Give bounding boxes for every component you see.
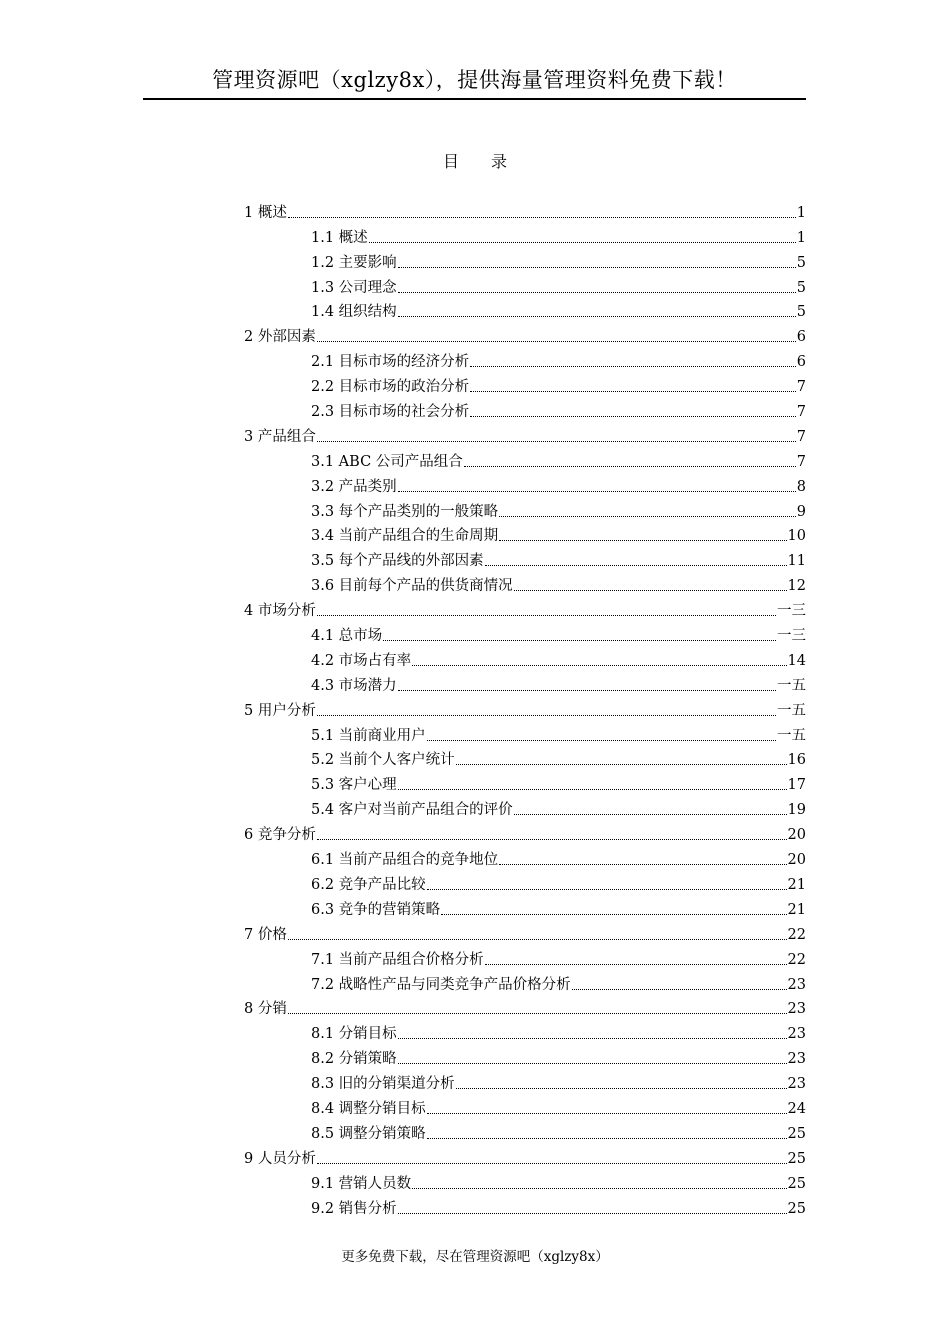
toc-entry-label: 8.4 调整分销目标 [311, 1100, 426, 1117]
dot-leader [485, 964, 787, 965]
toc-section-entry[interactable] [244, 847, 806, 872]
dot-leader [398, 267, 796, 268]
dot-leader [317, 715, 776, 716]
toc-entry-page-number: 一五 [777, 677, 806, 694]
toc-entry-page-number: 22 [787, 951, 806, 968]
dot-leader [398, 491, 796, 492]
toc-entry-page-number: 6 [796, 329, 806, 346]
toc-section-entry[interactable] [244, 474, 806, 499]
toc-entry-label: 5.1 当前商业用户 [311, 727, 426, 744]
toc-section-entry[interactable] [244, 399, 806, 424]
toc-entry-page-number: 14 [787, 652, 806, 669]
toc-section-entry[interactable] [244, 225, 806, 250]
toc-entry-page-number: 一三 [777, 628, 806, 645]
toc-entry-label: 3.5 每个产品线的外部因素 [311, 553, 484, 570]
dot-leader [464, 466, 796, 467]
toc-entry-label: 5 用户分析 [244, 702, 316, 719]
toc-entry-label: 1 概述 [244, 204, 287, 221]
toc-section-entry[interactable] [244, 275, 806, 300]
toc-entry-page-number: 23 [787, 1076, 806, 1093]
toc-entry-page-number: 22 [787, 926, 806, 943]
toc-entry-page-number: 16 [787, 752, 806, 769]
toc-entry-label: 8 分销 [244, 1001, 287, 1018]
toc-entry-label: 3.3 每个产品类别的一般策略 [311, 503, 499, 520]
toc-entry-page-number: 25 [787, 1175, 806, 1192]
toc-entry-label: 9 人员分析 [244, 1150, 316, 1167]
dot-leader [398, 292, 796, 293]
toc-entry-label: 1.2 主要影响 [311, 254, 397, 271]
toc-section-entry[interactable] [244, 1021, 806, 1046]
toc-entry-page-number: 12 [787, 578, 806, 595]
toc-section-entry[interactable] [244, 1046, 806, 1071]
dot-leader [456, 1088, 787, 1089]
toc-chapter-entry[interactable] [244, 324, 806, 349]
toc-entry-label: 7.1 当前产品组合价格分析 [311, 951, 484, 968]
dot-leader [470, 416, 796, 417]
dot-leader [514, 590, 787, 591]
toc-section-entry[interactable] [244, 797, 806, 822]
toc-entry-page-number: 23 [787, 976, 806, 993]
toc-entry-page-number: 23 [787, 1026, 806, 1043]
toc-entry-label: 4 市场分析 [244, 603, 316, 620]
toc-entry-label: 3 产品组合 [244, 428, 316, 445]
dot-leader [398, 789, 787, 790]
toc-entry-label: 3.2 产品类别 [311, 478, 397, 495]
dot-leader [427, 1138, 787, 1139]
toc-entry-page-number: 25 [787, 1200, 806, 1217]
dot-leader [398, 1213, 787, 1214]
toc-section-entry[interactable] [244, 250, 806, 275]
toc-section-entry[interactable] [244, 374, 806, 399]
toc-entry-label: 8.1 分销目标 [311, 1026, 397, 1043]
dot-leader [441, 914, 786, 915]
toc-entry-label: 4.1 总市场 [311, 628, 383, 645]
toc-entry-label: 5.2 当前个人客户统计 [311, 752, 455, 769]
dot-leader [470, 391, 796, 392]
dot-leader [514, 814, 787, 815]
toc-entry-page-number: 23 [787, 1001, 806, 1018]
toc-entry-page-number: 25 [787, 1150, 806, 1167]
toc-entry-label: 8.3 旧的分销渠道分析 [311, 1076, 455, 1093]
toc-entry-label: 6.2 竞争产品比较 [311, 876, 426, 893]
toc-chapter-entry[interactable] [244, 1146, 806, 1171]
toc-entry-page-number: 9 [796, 503, 806, 520]
dot-leader [485, 565, 787, 566]
toc-section-entry[interactable] [244, 623, 806, 648]
dot-leader [383, 640, 776, 641]
toc-entry-page-number: 1 [796, 229, 806, 246]
toc-chapter-entry[interactable] [244, 598, 806, 623]
toc-entry-label: 6.3 竞争的营销策略 [311, 901, 441, 918]
toc-section-entry[interactable] [244, 748, 806, 773]
toc-entry-label: 9.1 营销人员数 [311, 1175, 412, 1192]
toc-section-entry[interactable] [244, 872, 806, 897]
toc-entry-label: 3.4 当前产品组合的生命周期 [311, 528, 499, 545]
toc-entry-page-number: 一五 [777, 727, 806, 744]
toc-entry-label: 2.1 目标市场的经济分析 [311, 354, 470, 371]
toc-entry-label: 2.3 目标市场的社会分析 [311, 404, 470, 421]
toc-entry-page-number: 21 [787, 901, 806, 918]
toc-chapter-entry[interactable] [244, 997, 806, 1022]
toc-entry-page-number: 10 [787, 528, 806, 545]
dot-leader [317, 615, 776, 616]
toc-section-entry[interactable] [244, 723, 806, 748]
toc-entry-label: 2 外部因素 [244, 329, 316, 346]
toc-entry-page-number: 11 [787, 553, 806, 570]
dot-leader [317, 839, 787, 840]
toc-entry-label: 3.1 ABC 公司产品组合 [311, 453, 463, 470]
toc-section-entry[interactable] [244, 499, 806, 524]
toc-entry-page-number: 一三 [777, 603, 806, 620]
toc-entry-label: 8.5 调整分销策略 [311, 1125, 426, 1142]
toc-section-entry[interactable] [244, 1096, 806, 1121]
toc-entry-page-number: 24 [787, 1100, 806, 1117]
toc-section-entry[interactable] [244, 673, 806, 698]
page-header [143, 62, 806, 100]
toc-section-entry[interactable] [244, 1071, 806, 1096]
toc-entry-label: 1.3 公司理念 [311, 279, 397, 296]
dot-leader [499, 864, 786, 865]
dot-leader [288, 217, 796, 218]
dot-leader [317, 441, 796, 442]
toc-section-entry[interactable] [244, 1171, 806, 1196]
toc-entry-page-number: 25 [787, 1125, 806, 1142]
toc-entry-page-number: 5 [796, 304, 806, 321]
dot-leader [427, 740, 776, 741]
toc-chapter-entry[interactable] [244, 822, 806, 847]
toc-entry-label: 6 竞争分析 [244, 827, 316, 844]
toc-entry-page-number: 17 [787, 777, 806, 794]
dot-leader [412, 665, 786, 666]
toc-section-entry[interactable] [244, 648, 806, 673]
toc-entry-page-number: 7 [796, 404, 806, 421]
toc-entry-label: 4.2 市场占有率 [311, 652, 412, 669]
dot-leader [398, 1038, 787, 1039]
toc-entry-label: 5.3 客户心理 [311, 777, 397, 794]
toc-section-entry[interactable] [244, 300, 806, 325]
toc-entry-page-number: 20 [787, 827, 806, 844]
toc-entry-label: 3.6 目前每个产品的供货商情况 [311, 578, 513, 595]
dot-leader [317, 341, 796, 342]
dot-leader [317, 1163, 787, 1164]
toc-entry-page-number: 1 [796, 204, 806, 221]
toc-entry-label: 4.3 市场潜力 [311, 677, 397, 694]
toc-section-entry[interactable] [244, 947, 806, 972]
toc-entry-label: 7 价格 [244, 926, 287, 943]
page-footer [0, 1247, 950, 1267]
dot-leader [499, 516, 796, 517]
toc-section-entry[interactable] [244, 897, 806, 922]
toc-chapter-entry[interactable] [244, 922, 806, 947]
toc-entry-label: 2.2 目标市场的政治分析 [311, 379, 470, 396]
toc-section-entry[interactable] [244, 972, 806, 997]
toc-entry-label: 9.2 销售分析 [311, 1200, 397, 1217]
toc-entry-label: 6.1 当前产品组合的竞争地位 [311, 852, 499, 869]
toc-chapter-entry[interactable] [244, 698, 806, 723]
toc-entry-label: 1.1 概述 [311, 229, 368, 246]
toc-entry-page-number: 23 [787, 1051, 806, 1068]
toc-entry-page-number: 7 [796, 379, 806, 396]
dot-leader [398, 316, 796, 317]
toc-entry-page-number: 7 [796, 428, 806, 445]
toc-section-entry[interactable] [244, 524, 806, 549]
dot-leader [572, 989, 787, 990]
toc-entry-page-number: 5 [796, 279, 806, 296]
dot-leader [412, 1188, 786, 1189]
toc-entry-label: 1.4 组织结构 [311, 304, 397, 321]
table-of-contents [244, 200, 806, 1221]
toc-entry-page-number: 6 [796, 354, 806, 371]
toc-chapter-entry[interactable] [244, 424, 806, 449]
toc-entry-page-number: 5 [796, 254, 806, 271]
dot-leader [470, 366, 796, 367]
toc-entry-page-number: 7 [796, 453, 806, 470]
toc-entry-label: 8.2 分销策略 [311, 1051, 397, 1068]
toc-entry-page-number: 21 [787, 876, 806, 893]
dot-leader [398, 1063, 787, 1064]
toc-section-entry[interactable] [244, 349, 806, 374]
dot-leader [288, 939, 787, 940]
toc-section-entry[interactable] [244, 1121, 806, 1146]
toc-section-entry[interactable] [244, 449, 806, 474]
dot-leader [427, 1113, 787, 1114]
toc-entry-label: 7.2 战略性产品与同类竞争产品价格分析 [311, 976, 571, 993]
dot-leader [499, 540, 786, 541]
dot-leader [427, 889, 787, 890]
toc-entry-page-number: 20 [787, 852, 806, 869]
footer-text: 更多免费下载，尽在管理资源吧（xglzy8x） [341, 1249, 609, 1265]
toc-section-entry[interactable] [244, 573, 806, 598]
toc-chapter-entry[interactable] [244, 200, 806, 225]
dot-leader [369, 242, 796, 243]
toc-entry-page-number: 一五 [777, 702, 806, 719]
dot-leader [288, 1013, 787, 1014]
toc-section-entry[interactable] [244, 548, 806, 573]
dot-leader [398, 690, 776, 691]
toc-section-entry[interactable] [244, 1196, 806, 1221]
toc-entry-label: 5.4 客户对当前产品组合的评价 [311, 802, 513, 819]
header-text: 管理资源吧（xglzy8x），提供海量管理资料免费下载！ [212, 68, 737, 92]
dot-leader [456, 764, 787, 765]
toc-title: 目 录 [442, 152, 507, 171]
toc-entry-page-number: 8 [796, 478, 806, 495]
toc-entry-page-number: 19 [787, 802, 806, 819]
toc-section-entry[interactable] [244, 772, 806, 797]
